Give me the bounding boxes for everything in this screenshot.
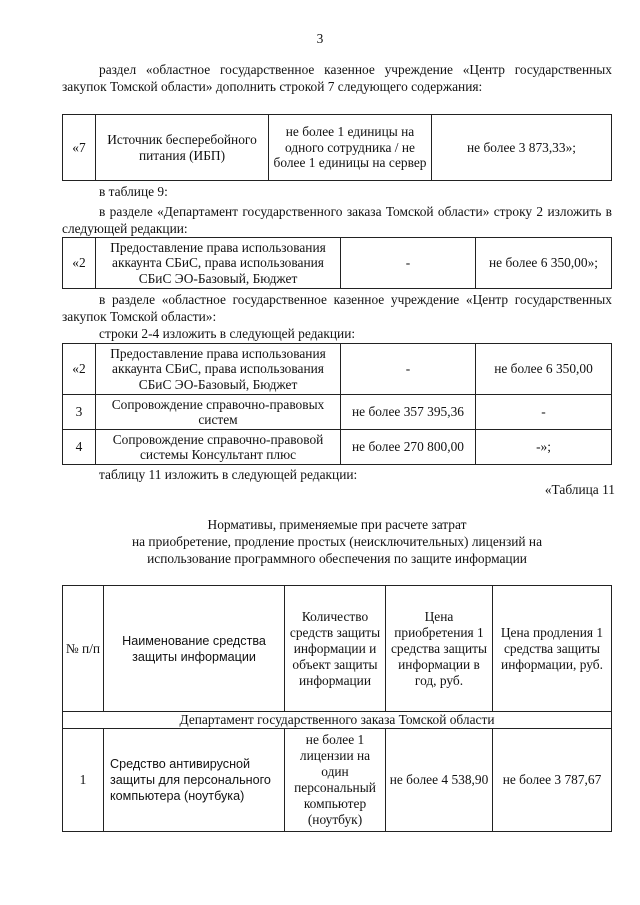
cell-qty: не более 1 единицы на одного сотрудника / не более 1 единицы на сервер [269,115,432,181]
paragraph-department-row-2: в разделе «Департамент государственного заказа Томской области» строку 2 изложить в следующей редакции: [62,204,612,236]
cell-num: 4 [63,430,96,465]
header-num: № п/п [63,586,104,712]
header-price-ext: Цена продления 1 средства защиты информации, руб. [493,586,612,712]
cell-price: - [476,395,612,430]
cell-num: «2 [63,344,96,395]
table-11 [62,585,612,832]
table-label: «Таблица 11 [544,482,615,497]
cell-num: «7 [63,115,96,181]
cell-qty: не более 1 лицензии на один персональный компьютер (ноутбук) [285,729,386,832]
cell-num: «2 [63,238,96,289]
paragraph-table-9: в таблице 9: [99,184,168,199]
paragraph-center-section: в разделе «областное государственное казенное учреждение «Центр государственных закупок Томской области»: [62,292,612,324]
cell-num: 1 [63,729,104,832]
cell-price: не более 6 350,00»; [476,238,612,289]
section-department: Департамент государственного заказа Томской области [63,712,612,729]
cell-name: Средство антивирусной защиты для персонального компьютера (ноутбука) [104,729,285,832]
paragraph-add-row-7: раздел «областное государственное казенное учреждение «Центр государственных закупок Томской области» дополнить строкой 7 следующего содержания: [62,62,612,94]
table-row-2-department [62,237,612,289]
table-title-line: использование программного обеспечения по защите информации [147,551,527,566]
cell-name: Предоставление права использования аккаунта СБиС, права использования СБиС ЭО-Базовый, Бюджет [96,238,341,289]
paragraph-rows-2-4: строки 2-4 изложить в следующей редакции: [99,326,356,341]
table-title [62,516,612,567]
cell-qty: - [341,238,476,289]
cell-qty: не более 357 395,36 [341,395,476,430]
header-name: Наименование средства защиты информации [104,586,285,712]
cell-qty: - [341,344,476,395]
cell-price: -»; [476,430,612,465]
cell-name: Сопровождение справочно-правовой системы Консультант плюс [96,430,341,465]
table-row-7 [62,114,612,181]
cell-price: не более 6 350,00 [476,344,612,395]
cell-name: Сопровождение справочно-правовых систем [96,395,341,430]
cell-name: Источник бесперебойного питания (ИБП) [96,115,269,181]
table-title-line: на приобретение, продление простых (неисключительных) лицензий на [131,534,543,549]
header-qty: Количество средств защиты информации и объект защиты информации [285,586,386,712]
cell-num: 3 [63,395,96,430]
page-number: 3 [316,31,324,46]
cell-price-buy: не более 4 538,90 [386,729,493,832]
cell-qty: не более 270 800,00 [341,430,476,465]
cell-price-ext: не более 3 787,67 [493,729,612,832]
table-rows-2-4 [62,343,612,465]
header-price-buy: Цена приобретения 1 средства защиты информации в год, руб. [386,586,493,712]
cell-name: Предоставление права использования аккаунта СБиС, права использования СБиС ЭО-Базовый, Бюджет [96,344,341,395]
table-title-line: Нормативы, применяемые при расчете затрат [207,517,467,532]
cell-price: не более 3 873,33»; [432,115,612,181]
paragraph-table-11: таблицу 11 изложить в следующей редакции: [99,467,358,482]
